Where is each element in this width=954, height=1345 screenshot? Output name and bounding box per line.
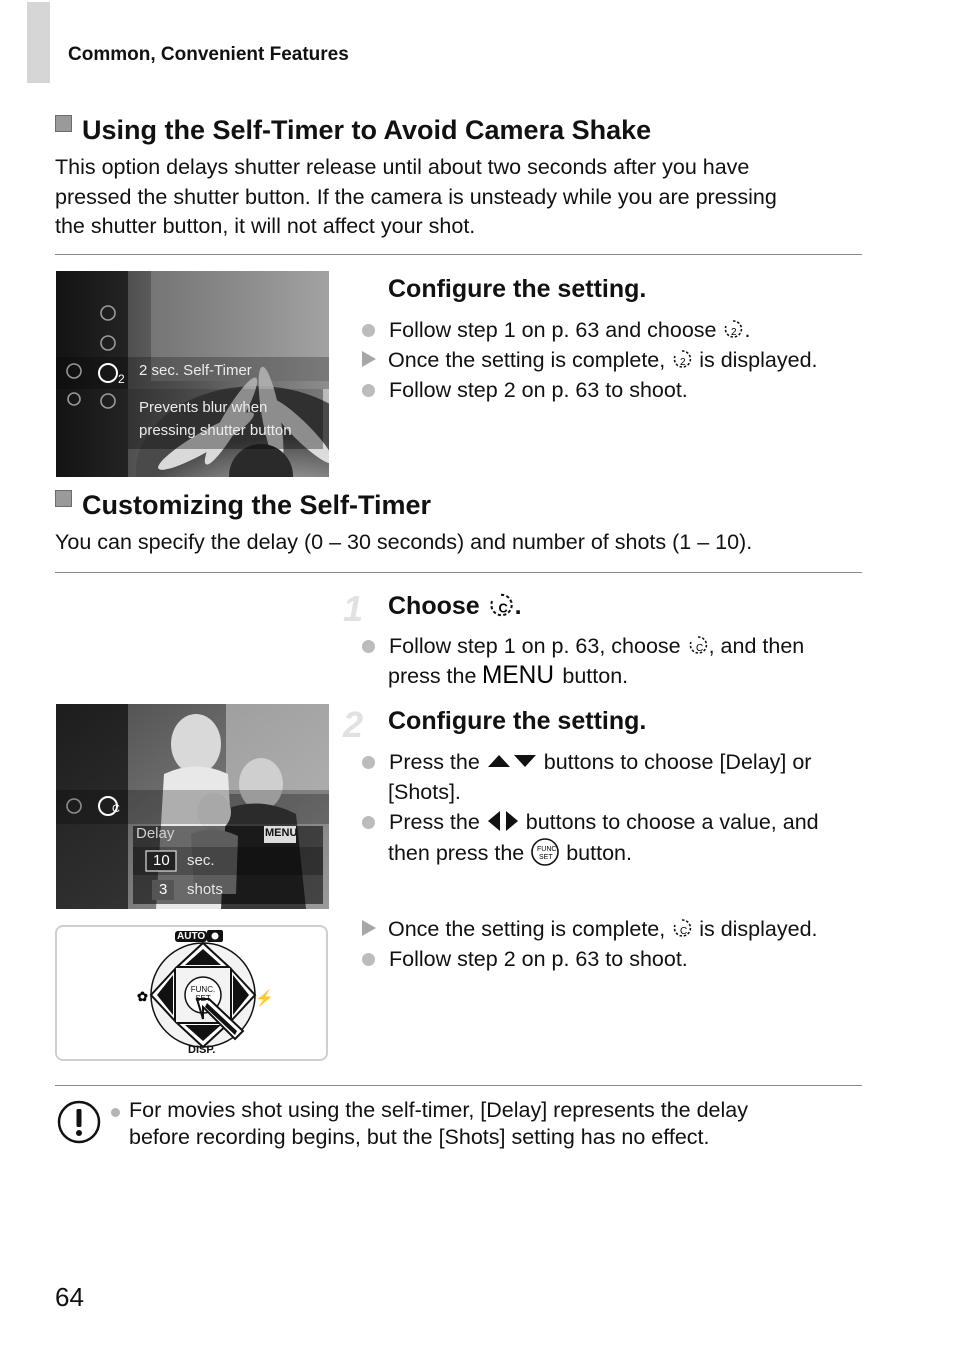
svg-text:SET: SET <box>539 854 553 861</box>
self-timer-custom-icon <box>687 634 709 656</box>
camera-screen-self-timer-menu <box>56 271 329 477</box>
list-item <box>362 807 882 837</box>
divider <box>55 254 862 255</box>
item-text: Follow step 1 on p. 63 and choose <box>388 318 723 342</box>
section-intro: You can specify the delay (0 – 30 seconds) and number of shots (1 – 10). <box>55 530 753 554</box>
step-items <box>362 631 882 691</box>
step-number: 2 <box>343 704 364 745</box>
bullet-icon <box>111 1108 120 1117</box>
list-item <box>362 375 882 405</box>
screen-menu-title: 2 sec. Self-Timer <box>139 362 252 379</box>
step-items <box>362 747 882 868</box>
result-arrow-icon <box>362 920 376 936</box>
item-text: , and then <box>708 634 805 658</box>
item-text: Follow step 2 on p. 63 to shoot. <box>388 378 688 402</box>
item-text: Follow step 1 on p. 63, choose <box>388 634 687 658</box>
bullet-icon <box>362 816 375 829</box>
list-item-continuation <box>362 661 882 691</box>
section-title: Using the Self-Timer to Avoid Camera Shake <box>82 115 652 145</box>
svg-text:C: C <box>680 926 688 937</box>
step-title <box>388 591 522 621</box>
screen-desc-line: Prevents blur when <box>139 399 268 416</box>
item-text: is displayed. <box>693 917 818 941</box>
svg-text:2: 2 <box>680 357 686 368</box>
caution-line: For movies shot using the self-timer, [Delay] represents the delay <box>129 1098 748 1122</box>
result-arrow-icon <box>362 351 376 367</box>
section-title: Customizing the Self-Timer <box>82 490 432 520</box>
item-text: then press the <box>388 841 531 865</box>
item-text: Once the setting is complete, <box>387 917 672 941</box>
svg-text:FUNC: FUNC <box>537 846 557 853</box>
control-dial-diagram <box>55 925 328 1061</box>
svg-text:MENU: MENU <box>482 662 555 686</box>
screen-desc-line: pressing shutter button <box>139 422 292 439</box>
self-timer-custom-icon <box>671 917 693 939</box>
divider <box>55 572 862 573</box>
screen-delay-label: Delay <box>136 825 175 842</box>
svg-text:2: 2 <box>731 327 738 338</box>
screen-menu-key: MENU <box>265 827 298 839</box>
svg-text:2: 2 <box>118 372 125 386</box>
list-item <box>362 914 882 944</box>
item-text: buttons to choose a value, and <box>519 810 819 834</box>
item-text: is displayed. <box>693 348 818 372</box>
bullet-icon <box>362 384 375 397</box>
screen-delay-value: 10 <box>153 852 170 869</box>
list-item <box>362 315 882 345</box>
auto-mode-label: AUTO <box>177 931 206 942</box>
caution-line: before recording begins, but the [Shots] setting has no effect. <box>129 1125 710 1149</box>
intro-line: pressed the shutter button. If the camera is unsteady while you are pressing <box>55 184 777 209</box>
item-text: press the <box>388 664 483 688</box>
section-marker-icon <box>55 490 72 507</box>
func-set-label <box>189 985 217 1003</box>
screen-description <box>139 396 292 442</box>
chapter-tab <box>27 2 50 83</box>
item-text: Press the <box>388 810 486 834</box>
self-timer-2sec-icon <box>671 348 693 370</box>
item-text: buttons to choose [Delay] or <box>537 750 812 774</box>
left-right-arrows-icon <box>486 810 520 832</box>
step-number: 1 <box>343 588 364 629</box>
step-items-continued <box>362 914 882 974</box>
caution-text <box>129 1097 748 1151</box>
self-timer-2sec-icon <box>722 318 744 340</box>
section-marker-icon <box>55 115 72 132</box>
bullet-icon <box>362 640 375 653</box>
intro-line: This option delays shutter release until about two seconds after you have <box>55 155 750 179</box>
item-text: button. <box>560 841 632 865</box>
svg-text:C: C <box>498 600 508 616</box>
screen-delay-unit: sec. <box>187 852 215 869</box>
caution-icon <box>56 1099 102 1145</box>
svg-text:✿: ✿ <box>137 989 148 1004</box>
running-title: Common, Convenient Features <box>68 44 349 65</box>
menu-button-icon <box>482 662 556 686</box>
page-number: 64 <box>55 1282 84 1312</box>
disp-label: DISP. <box>188 1044 216 1056</box>
func-set-button-icon <box>530 837 560 867</box>
family-photo <box>56 704 329 909</box>
list-item <box>362 747 882 777</box>
svg-text:C: C <box>695 643 703 654</box>
section-intro <box>55 153 875 242</box>
list-item-continuation: [Shots]. <box>388 780 461 804</box>
step-title-text: Choose <box>388 592 487 620</box>
up-down-arrows-icon <box>486 753 538 769</box>
bullet-icon <box>362 324 375 337</box>
list-item <box>362 944 882 974</box>
list-item <box>362 631 882 661</box>
list-item-continuation <box>362 837 882 868</box>
camera-screen-custom-timer <box>56 704 329 909</box>
divider <box>55 1085 862 1086</box>
step-title-text: . <box>514 592 522 620</box>
list-item <box>362 345 882 375</box>
screen-shots-value: 3 <box>159 881 168 898</box>
screen-shots-unit: shots <box>187 881 223 898</box>
svg-text:C: C <box>112 803 120 815</box>
item-text: Once the setting is complete, <box>387 348 672 372</box>
item-text: Follow step 2 on p. 63 to shoot. <box>388 947 688 971</box>
set-label: SET <box>195 994 211 1003</box>
step-title: Configure the setting. <box>388 275 647 303</box>
step-title: Configure the setting. <box>388 707 647 735</box>
func-label: FUNC. <box>190 985 216 994</box>
bullet-icon <box>362 756 375 769</box>
item-text: button. <box>556 664 629 688</box>
item-text: . <box>744 318 751 342</box>
intro-line: the shutter button, it will not affect your shot. <box>55 214 476 238</box>
self-timer-custom-icon <box>487 591 515 619</box>
bullet-icon <box>362 953 375 966</box>
step-items <box>362 315 882 405</box>
svg-text:⚡: ⚡ <box>255 990 274 1007</box>
item-text: Press the <box>388 750 486 774</box>
